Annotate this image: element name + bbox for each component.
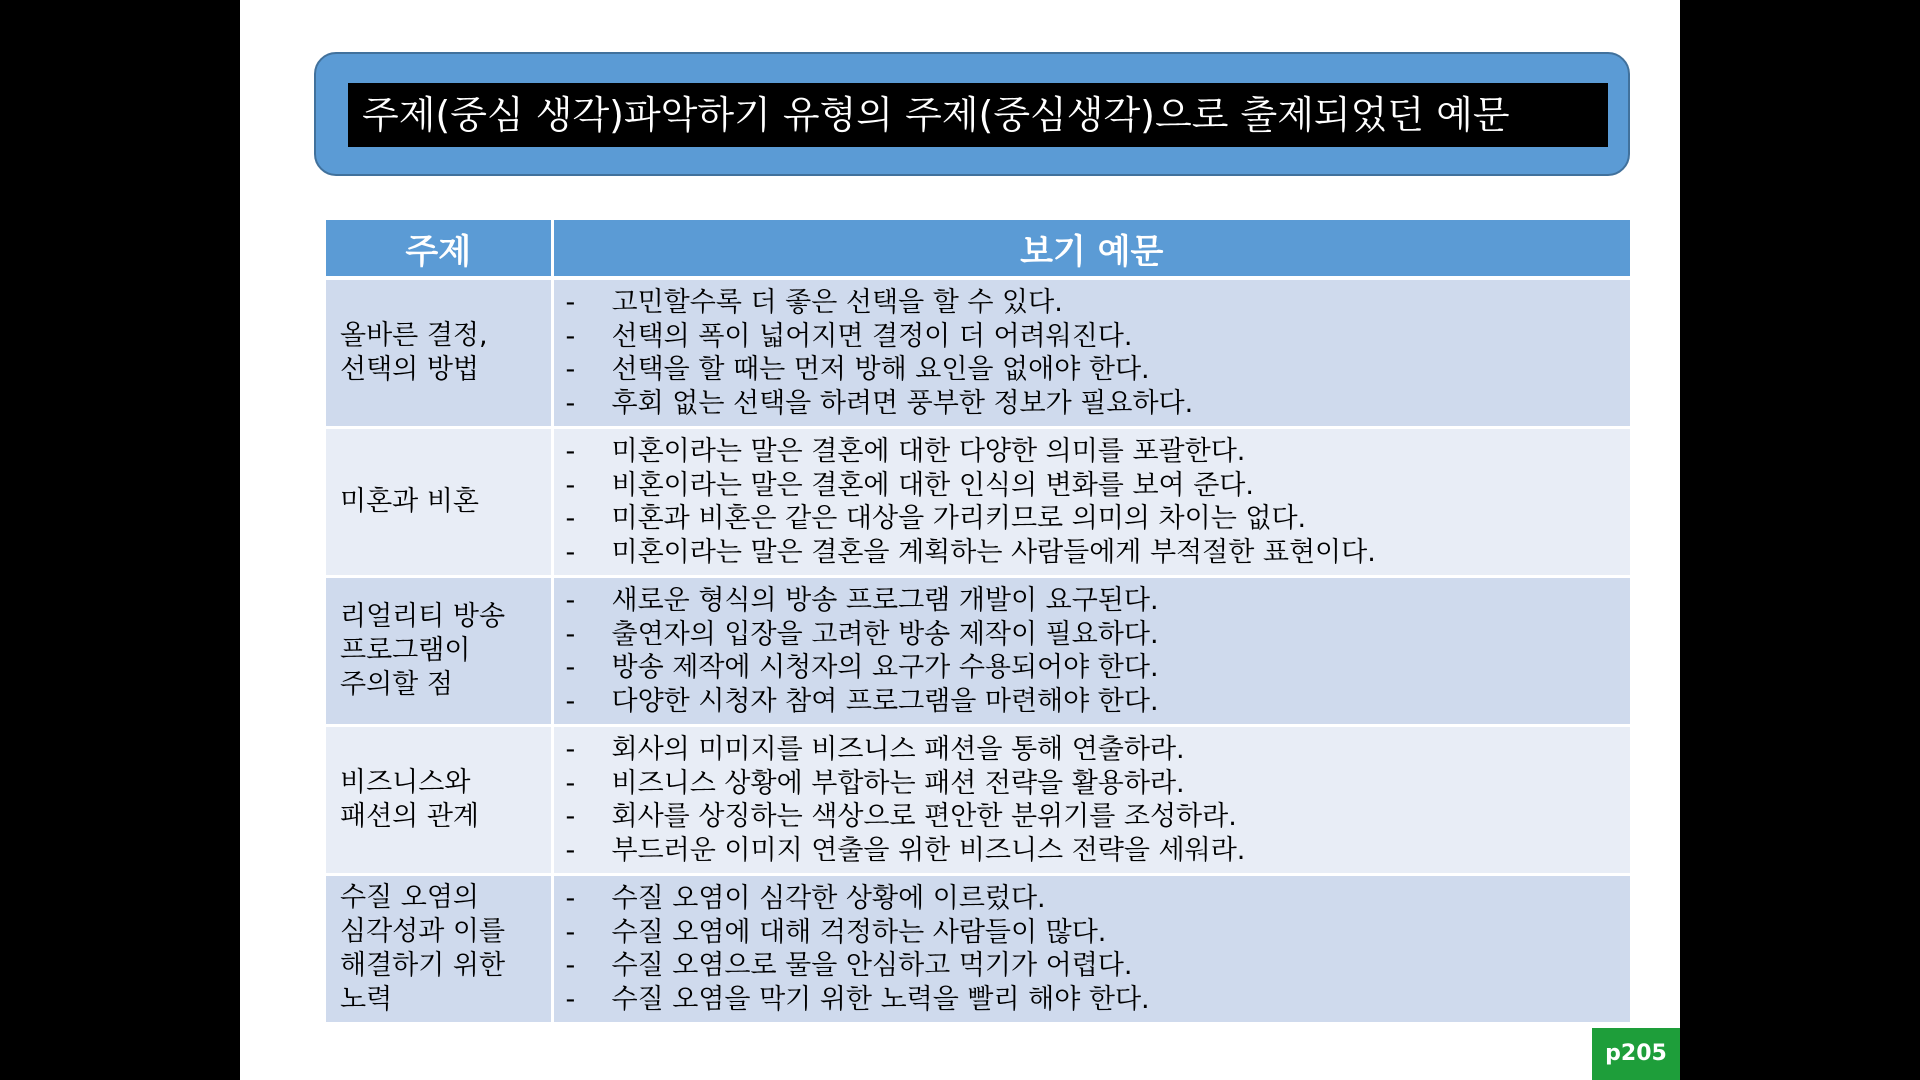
example-text: 다양한 시청자 참여 프로그램을 마련해야 한다. <box>611 685 1159 717</box>
table-row <box>326 577 1630 726</box>
example-text: 새로운 형식의 방송 프로그램 개발이 요구된다. <box>611 585 1159 616</box>
topic-cell <box>326 428 552 577</box>
bullet-dash: - <box>565 320 576 352</box>
example-item <box>566 584 1631 618</box>
table-header-row <box>326 220 1630 278</box>
example-text: 미혼이라는 말은 결혼에 대한 다양한 의미를 포괄한다. <box>611 436 1246 467</box>
example-item <box>566 733 1631 767</box>
topic-cell <box>326 577 552 726</box>
bullet-dash: - <box>565 685 576 717</box>
examples-cell <box>552 577 1630 726</box>
bullet-dash: - <box>565 983 576 1015</box>
topic-cell <box>326 726 552 875</box>
topic-line: 선택의 방법 <box>340 354 479 385</box>
table-row <box>326 278 1630 428</box>
bullet-dash: - <box>565 767 576 799</box>
example-text: 선택의 폭이 넓어지면 결정이 더 어려워진다. <box>611 320 1133 352</box>
example-text: 고민할수록 더 좋은 선택을 할 수 있다. <box>611 287 1063 318</box>
example-text: 미혼이라는 말은 결혼을 계획하는 사람들에게 부적절한 표현이다. <box>611 536 1376 568</box>
example-item <box>566 353 1631 387</box>
examples-cell <box>552 875 1630 1024</box>
title-box <box>314 52 1630 176</box>
bullet-dash: - <box>565 883 576 914</box>
slide-title: 주제(중심 생각)파악하기 유형의 주제(중심생각)으로 출제되었던 예문 <box>348 83 1608 147</box>
example-text: 회사의 미미지를 비즈니스 패션을 통해 연출하라. <box>611 734 1185 765</box>
example-item <box>566 502 1631 536</box>
example-text: 후회 없는 선택을 하려면 풍부한 정보가 필요하다. <box>611 387 1194 419</box>
topic-table <box>326 220 1630 1025</box>
example-item <box>566 685 1631 719</box>
examples-cell <box>552 726 1630 875</box>
bullet-dash: - <box>565 950 576 981</box>
example-text: 출연자의 입장을 고려한 방송 제작이 필요하다. <box>611 618 1159 650</box>
header-topic: 주제 <box>326 220 552 278</box>
topic-line: 노력 <box>340 984 393 1015</box>
bullet-dash: - <box>565 916 576 948</box>
topic-line: 주의할 점 <box>340 669 453 700</box>
example-text: 선택을 할 때는 먼저 방해 요인을 없애야 한다. <box>611 354 1150 385</box>
example-text: 방송 제작에 시청자의 요구가 수용되어야 한다. <box>611 652 1159 683</box>
page-number-badge: p205 <box>1592 1028 1680 1080</box>
example-text: 비즈니스 상황에 부합하는 패션 전략을 활용하라. <box>611 767 1185 799</box>
bullet-dash: - <box>565 503 576 534</box>
bullet-dash: - <box>565 436 576 467</box>
bullet-dash: - <box>565 536 576 568</box>
example-item <box>566 618 1631 652</box>
topic-line: 리얼리티 방송 <box>340 601 506 632</box>
example-item <box>566 387 1631 421</box>
slide <box>240 0 1680 1080</box>
example-item <box>566 983 1631 1017</box>
example-item <box>566 800 1631 834</box>
header-examples: 보기 예문 <box>552 220 1630 278</box>
example-item <box>566 949 1631 983</box>
example-text: 회사를 상징하는 색상으로 편안한 분위기를 조성하라. <box>611 801 1237 832</box>
example-item <box>566 916 1631 950</box>
topic-line: 프로그램이 <box>340 635 471 666</box>
example-text: 수질 오염으로 물을 안심하고 먹기가 어렵다. <box>611 950 1133 981</box>
table-row <box>326 875 1630 1024</box>
example-text: 미혼과 비혼은 같은 대상을 가리키므로 의미의 차이는 없다. <box>611 503 1307 534</box>
example-item <box>566 536 1631 570</box>
example-item <box>566 882 1631 916</box>
bullet-dash: - <box>565 652 576 683</box>
bullet-dash: - <box>565 585 576 616</box>
bullet-dash: - <box>565 801 576 832</box>
bullet-dash: - <box>565 287 576 318</box>
topic-cell <box>326 875 552 1024</box>
example-item <box>566 767 1631 801</box>
bullet-dash: - <box>565 834 576 866</box>
topic-line: 미혼과 비혼 <box>340 486 479 517</box>
bullet-dash: - <box>565 618 576 650</box>
example-text: 수질 오염을 막기 위한 노력을 빨리 해야 한다. <box>611 983 1150 1015</box>
topic-line: 해결하기 위한 <box>340 950 506 981</box>
example-text: 수질 오염에 대해 걱정하는 사람들이 많다. <box>611 916 1107 948</box>
examples-cell <box>552 428 1630 577</box>
bullet-dash: - <box>565 734 576 765</box>
topic-cell <box>326 278 552 428</box>
topic-line: 비즈니스와 <box>340 767 471 798</box>
example-text: 비혼이라는 말은 결혼에 대한 인식의 변화를 보여 준다. <box>611 469 1254 501</box>
examples-cell <box>552 278 1630 428</box>
example-item <box>566 834 1631 868</box>
table-row <box>326 428 1630 577</box>
example-item <box>566 435 1631 469</box>
example-item <box>566 469 1631 503</box>
example-item <box>566 320 1631 354</box>
table-row <box>326 726 1630 875</box>
bullet-dash: - <box>565 354 576 385</box>
example-item <box>566 651 1631 685</box>
example-text: 부드러운 이미지 연출을 위한 비즈니스 전략을 세워라. <box>611 834 1246 866</box>
topic-line: 심각성과 이를 <box>340 916 506 947</box>
bullet-dash: - <box>565 469 576 501</box>
topic-line: 올바른 결정, <box>340 320 488 351</box>
bullet-dash: - <box>565 387 576 419</box>
example-item <box>566 286 1631 320</box>
topic-line: 수질 오염의 <box>340 882 479 913</box>
example-text: 수질 오염이 심각한 상황에 이르렀다. <box>611 883 1046 914</box>
topic-line: 패션의 관계 <box>340 801 479 832</box>
